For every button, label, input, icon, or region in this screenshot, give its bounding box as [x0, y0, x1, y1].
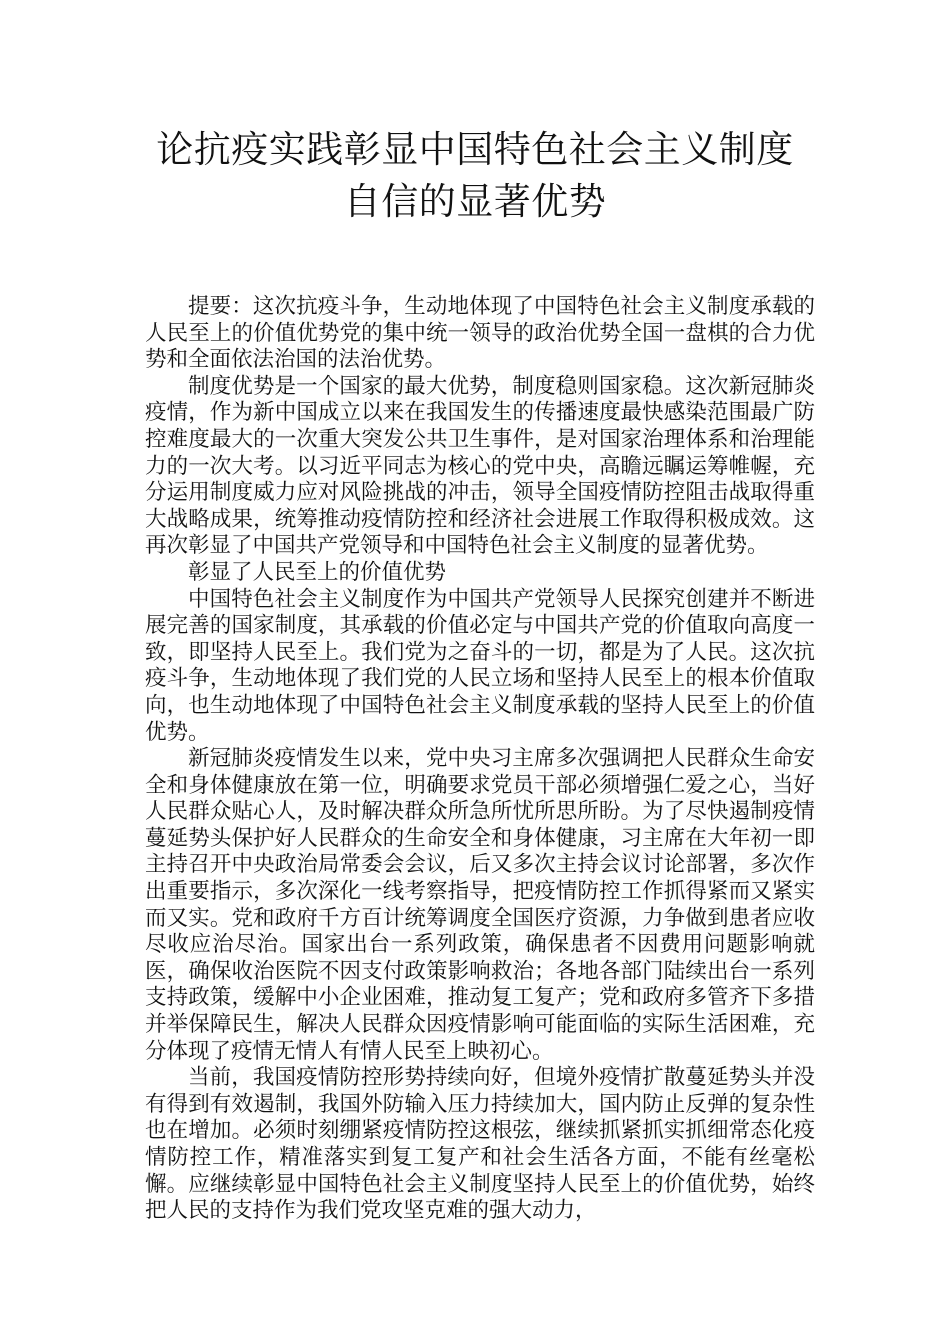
document-title: [0, 124, 950, 228]
body-paragraph: 中国特色社会主义制度作为中国共产党领导人民探究创建并不断进展完善的国家制度，其承载的价值必定与中国共产党的价值取向高度一致，即坚持人民至上。我们党为之奋斗的一切，都是为了人民。这次抗疫斗争，生动地体现了我们党的人民立场和坚持人民至上的根本价值取向，也生动地体现了中国特色社会主义制度承载的坚持人民至上的价值优势。: [145, 586, 815, 745]
body-paragraph: 新冠肺炎疫情发生以来，党中央习主席多次强调把人民群众生命安全和身体健康放在第一位，明确要求党员干部必须增强仁爱之心，当好人民群众贴心人，及时解决群众所急所忧所思所盼。为了尽快遏制疫情蔓延势头保护好人民群众的生命安全和身体健康，习主席在大年初一即主持召开中央政治局常委会会议，后又多次主持会议讨论部署，多次作出重要指示，多次深化一线考察指导，把疫情防控工作抓得紧而又紧实而又实。党和政府千方百计统筹调度全国医疗资源，力争做到患者应收尽收应治尽治。国家出台一系列政策，确保患者不因费用问题影响就医，确保收治医院不因支付政策影响救治；各地各部门陆续出台一系列支持政策，缓解中小企业困难，推动复工复产；党和政府多管齐下多措并举保障民生，解决人民群众因疫情影响可能面临的实际生活困难，充分体现了疫情无情人有情人民至上映初心。: [145, 746, 815, 1064]
section-heading: 彰显了人民至上的价值优势: [188, 559, 447, 585]
body-paragraph: 当前，我国疫情防控形势持续向好，但境外疫情扩散蔓延势头并没有得到有效遏制，我国外防输入压力持续加大，国内防止反弹的复杂性也在增加。必须时刻绷紧疫情防控这根弦，继续抓紧抓实抓细常态化疫情防控工作，精准落实到复工复产和社会生活各方面，不能有丝毫松懈。应继续彰显中国特色社会主义制度坚持人民至上的价值优势，始终把人民的支持作为我们党攻坚克难的强大动力，: [145, 1065, 815, 1224]
title-line-2: 自信的显著优势: [343, 180, 607, 223]
abstract-paragraph: 提要：这次抗疫斗争，生动地体现了中国特色社会主义制度承载的人民至上的价值优势党的集中统一领导的政治优势全国一盘棋的合力优势和全面依法治国的法治优势。: [145, 294, 815, 373]
title-line-1: 论抗疫实践彰显中国特色社会主义制度: [156, 128, 794, 171]
body-paragraph: 制度优势是一个国家的最大优势，制度稳则国家稳。这次新冠肺炎疫情，作为新中国成立以来在我国发生的传播速度最快感染范围最广防控难度最大的一次重大突发公共卫生事件，是对国家治理体系和治理能力的一次大考。以习近平同志为核心的党中央，高瞻远瞩运筹帷幄，充分运用制度威力应对风险挑战的冲击，领导全国疫情防控阻击战取得重大战略成果，统筹推动疫情防控和经济社会进展工作取得积极成效。这再次彰显了中国共产党领导和中国特色社会主义制度的显著优势。: [145, 373, 815, 559]
document-body: [145, 294, 815, 1225]
